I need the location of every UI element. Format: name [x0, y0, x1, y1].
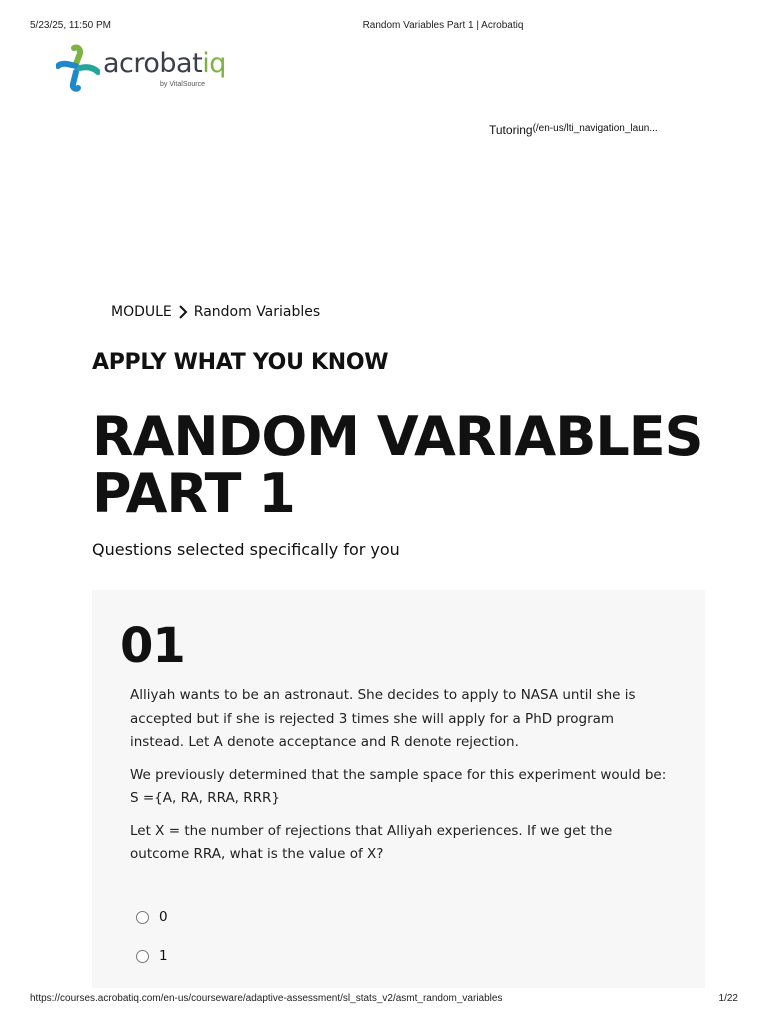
breadcrumb — [111, 304, 320, 320]
tutoring-label: Tutoring — [489, 123, 533, 137]
print-url: https://courses.acrobatiq.com/en-us/courseware/adaptive-assessment/sl_stats_v2/asmt_random_variables — [30, 993, 503, 1004]
answer-option-label: 0 — [159, 909, 168, 925]
breadcrumb-current: Random Variables — [193, 304, 321, 320]
page-title: RANDOM VARIABLES PART 1 — [92, 405, 703, 525]
question-paragraph: We previously determined that the sample space for this experiment would be: S ={A, RA, RRA, RRR} — [130, 766, 667, 806]
logo-byline: by VitalSource — [160, 81, 206, 88]
tutoring-link[interactable] — [489, 123, 658, 137]
breadcrumb-root[interactable]: MODULE — [111, 304, 172, 320]
answer-option-label: 1 — [159, 948, 168, 964]
answer-option-0[interactable] — [136, 909, 168, 925]
question-body — [130, 684, 670, 876]
print-footer — [0, 993, 768, 1007]
acrobatiq-mark-icon — [56, 44, 100, 92]
logo-wordmark: acrobatiq — [103, 48, 226, 79]
acrobatiq-logo[interactable] — [56, 44, 256, 94]
question-card — [92, 590, 705, 988]
print-page-number: 1/22 — [718, 993, 738, 1004]
section-label: APPLY WHAT YOU KNOW — [92, 350, 389, 375]
radio-button[interactable] — [136, 950, 149, 963]
question-number: 01 — [120, 618, 185, 674]
page-subtitle: Questions selected specifically for you — [92, 540, 400, 559]
question-paragraph: Alliyah wants to be an astronaut. She decides to apply to NASA until she is accepted but if she is rejected 3 times she will apply for a PhD program instead. Let A denote acceptance and R denote rejection. — [130, 687, 636, 750]
print-page-title: Random Variables Part 1 | Acrobatiq — [362, 20, 524, 31]
chevron-right-icon — [178, 305, 188, 319]
print-datetime: 5/23/25, 11:50 PM — [30, 20, 111, 31]
answer-option-1[interactable] — [136, 948, 168, 964]
radio-button[interactable] — [136, 911, 149, 924]
tutoring-href-text: (/en-us/lti_navigation_laun... — [532, 123, 658, 134]
print-header — [0, 20, 768, 34]
question-paragraph: Let X = the number of rejections that Alliyah experiences. If we get the outcome RRA, what is the value of X? — [130, 822, 613, 862]
